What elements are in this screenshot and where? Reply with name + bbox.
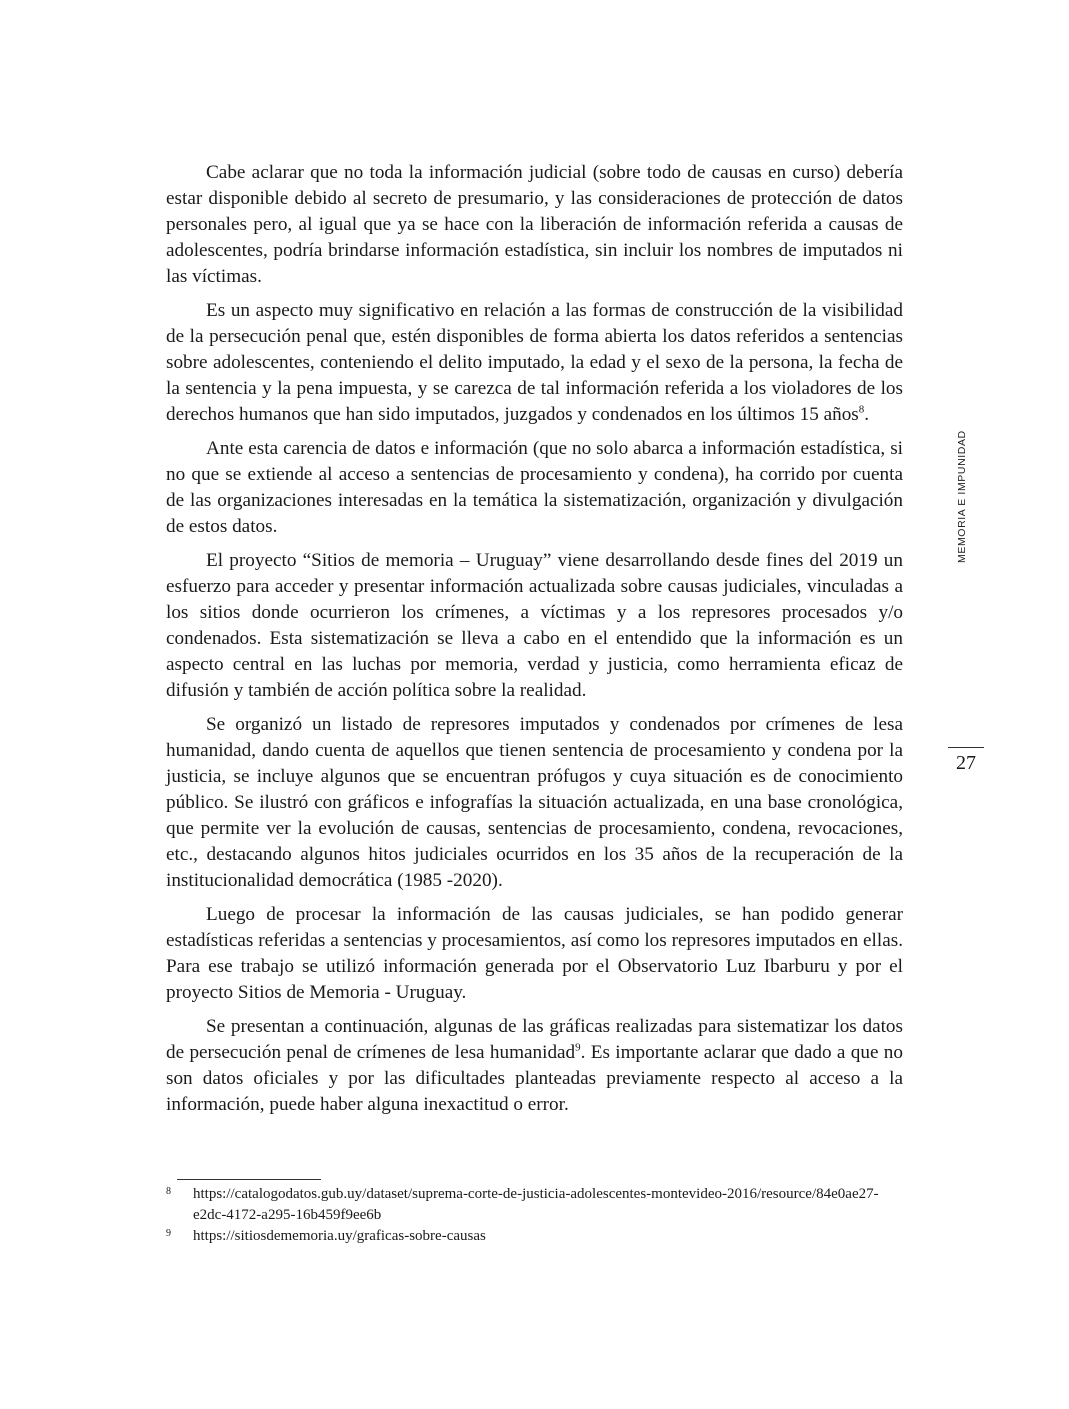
page-number: 27 [956,752,976,774]
paragraph-7-text: Se presentan a continuación, algunas de las gráficas realizadas para sistematizar los datos de persecución penal de crímenes de lesa humanidad [166,1016,903,1063]
paragraph-2-end: . [864,404,870,425]
footnote-mark: 8 [166,1186,171,1197]
paragraph-7 [166,1014,903,1118]
paragraph-2 [166,298,903,428]
footnote-ref-9: 9 [575,1041,581,1054]
paragraph-2-text: Es un aspecto muy significativo en relación a las formas de construcción de la visibilidad de la persecución penal que, estén disponibles de forma abierta los datos referidos a sentencias sobre adolescentes, conteniendo el delito imputado, la edad y el sexo de la persona, la fecha de la sentencia y la pena impuesta, y se carezca de tal información referida a los violadores de los derechos humanos que han sido imputados, juzgados y condenados en los últimos 15 años [166,300,903,425]
footnotes [166,1184,903,1247]
running-head: MEMORIA E IMPUNIDAD [956,430,968,563]
paragraph-6: Luego de procesar la información de las causas judiciales, se han podido generar estadísticas referidas a sentencias y procesamientos, así como los represores imputados en ellas. Para ese trabajo se utilizó información generada por el Observatorio Luz Ibarburu y por el proyecto Sitios de Memoria - Uruguay. [166,904,903,1003]
footnote-ref-8: 8 [858,403,865,416]
paragraph-4: El proyecto “Sitios de memoria – Uruguay” viene desarrollando desde fines del 2019 un esfuerzo para acceder y presentar información actualizada sobre causas judiciales, vinculadas a los sitios donde ocurrieron los crímenes, a víctimas y a los represores procesados y/o condenados. Esta sistematización se lleva a cabo en el entendido que la información es un aspecto central en las luchas por memoria, verdad y justicia, como herramienta eficaz de difusión y también de acción política sobre la realidad. [166,550,903,701]
main-text [166,160,903,1126]
paragraph-3: Ante esta carencia de datos e información (que no solo abarca a información estadística, si no que se extiende al acceso a sentencias de procesamiento y condena), ha corrido por cuenta de las organizaciones interesadas en la temática la sistematización, organización y divulgación de estos datos. [166,438,903,537]
page-number-rule [948,747,984,748]
paragraph-7-continued: a que no son datos oficiales y por las dificultades planteadas previamente respecto al acceso a la información, puede haber alguna inexactitud o error. [166,1042,903,1115]
footnote-link[interactable]: https://catalogodatos.gub.uy/dataset/suprema-corte-de-justicia-adolescentes-montevideo-2016/resource/84e0ae27-e2dc-4172-a295-16b459f9ee6b [193,1186,879,1223]
footnote-8 [166,1184,903,1226]
footnote-9 [166,1226,903,1247]
paragraph-5: Se organizó un listado de represores imputados y condenados por crímenes de lesa humanidad, dando cuenta de aquellos que tienen sentencia de procesamiento y condena por la justicia, se incluye algunos que se encuentran prófugos y cuya situación es de conocimiento público. Se ilustró con gráficos e infografías la situación actualizada, en una base cronológica, que permite ver la evolución de causas, sentencias de procesamiento, condena, revocaciones, etc., destacando algunos hitos judiciales ocurridos en los 35 años de la recuperación de la institucionalidad democrática (1985 -2020). [166,714,903,891]
footnote-separator [177,1179,321,1180]
footnote-mark: 9 [166,1228,171,1239]
paragraph-1: Cabe aclarar que no toda la información judicial (sobre todo de causas en curso) debería estar disponible debido al secreto de presumario, y las consideraciones de protección de datos personales pero, al igual que ya se hace con la liberación de información referida a causas de adolescentes, podría brindarse información estadística, sin incluir los nombres de imputados ni las víctimas. [166,162,903,287]
paragraph-7-tail: . Es importante aclarar que dado [580,1042,832,1063]
footnote-link[interactable]: https://sitiosdememoria.uy/graficas-sobre-causas [193,1228,486,1244]
